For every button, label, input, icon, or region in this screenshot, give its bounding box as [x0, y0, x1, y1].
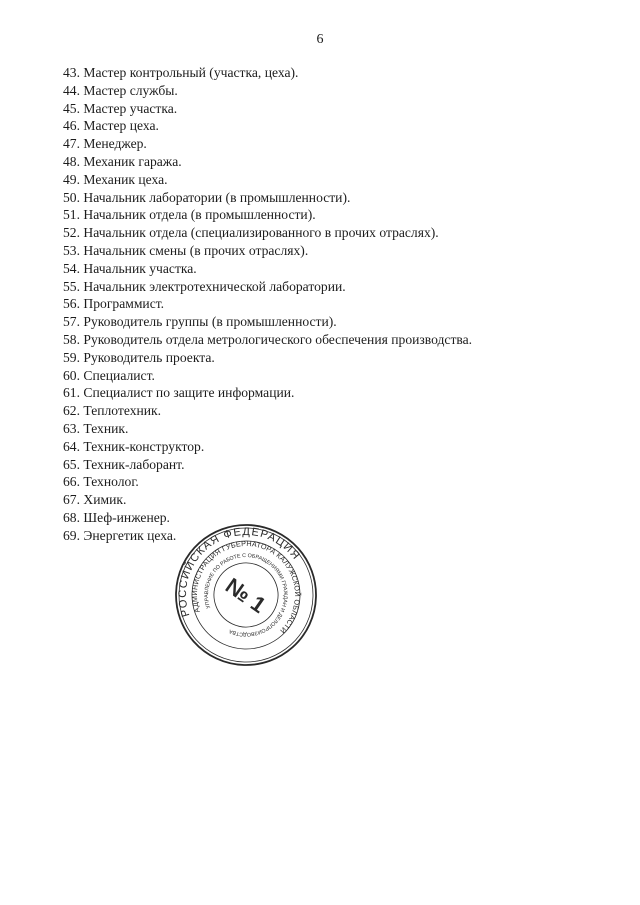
item-text: Техник-конструктор. [83, 438, 205, 454]
list-item [63, 242, 472, 260]
list-item [63, 438, 472, 456]
item-text: Начальник лаборатории (в промышленности). [83, 189, 351, 205]
list-item [63, 420, 472, 438]
item-number: 52. [63, 225, 80, 241]
item-number: 56. [63, 296, 80, 312]
item-number: 55. [63, 278, 80, 294]
item-text: Специалист по защите информации. [83, 385, 295, 401]
item-text: Специалист. [83, 367, 155, 383]
list-item [63, 331, 472, 349]
item-text: Начальник отдела (специализированного в прочих отраслях). [83, 225, 439, 241]
item-number: 68. [63, 509, 80, 525]
item-text: Руководитель группы (в промышленности). [83, 314, 337, 330]
item-text: Начальник электротехнической лаборатории. [83, 278, 346, 294]
list-item [63, 64, 472, 82]
list-item [63, 313, 472, 331]
item-text: Начальник отдела (в промышленности). [83, 207, 316, 223]
seal-outer-text: РОССИЙСКАЯ ФЕДЕРАЦИЯ [176, 525, 303, 619]
item-number: 62. [63, 403, 80, 419]
item-text: Техник-лаборант. [83, 456, 185, 472]
list-item [63, 473, 472, 491]
item-number: 48. [63, 153, 80, 169]
item-text: Мастер службы. [83, 82, 178, 98]
list-item [63, 384, 472, 402]
list-item [63, 82, 472, 100]
item-number: 54. [63, 260, 80, 276]
official-seal [174, 523, 318, 667]
item-text: Теплотехник. [83, 403, 162, 419]
item-text: Программист. [83, 296, 165, 312]
seal-center-number: № 1 [220, 572, 271, 618]
list-item [63, 189, 472, 207]
item-text: Механик цеха. [83, 171, 168, 187]
item-number: 69. [63, 527, 80, 543]
item-text: Мастер контрольный (участка, цеха). [83, 65, 299, 80]
item-text: Технолог. [83, 474, 139, 490]
position-list [63, 64, 472, 545]
item-text: Механик гаража. [83, 153, 182, 169]
list-item [63, 456, 472, 474]
page-number: 6 [316, 32, 324, 47]
item-number: 45. [63, 100, 80, 116]
item-number: 53. [63, 242, 80, 258]
item-number: 60. [63, 367, 80, 383]
item-number: 66. [63, 474, 80, 490]
item-number: 63. [63, 420, 80, 436]
item-number: 61. [63, 385, 80, 401]
list-item [63, 135, 472, 153]
item-text: Техник. [83, 420, 129, 436]
item-number: 43. [63, 65, 80, 80]
item-text: Химик. [83, 492, 127, 508]
list-item [63, 206, 472, 224]
list-item [63, 224, 472, 242]
seal-graphic [174, 523, 318, 667]
list-item [63, 260, 472, 278]
item-text: Начальник участка. [83, 260, 197, 276]
list-item [63, 100, 472, 118]
item-number: 50. [63, 189, 80, 205]
item-number: 59. [63, 349, 80, 365]
item-text: Мастер цеха. [83, 118, 159, 134]
list-item [63, 171, 472, 189]
item-text: Менеджер. [83, 136, 147, 152]
list-item [63, 402, 472, 420]
item-text: Шеф-инженер. [83, 509, 170, 525]
item-text: Руководитель проекта. [83, 349, 215, 365]
item-text: Энергетик цеха. [83, 527, 177, 543]
item-number: 58. [63, 331, 80, 347]
item-number: 49. [63, 171, 80, 187]
item-number: 51. [63, 207, 80, 223]
item-text: Мастер участка. [83, 100, 178, 116]
item-number: 44. [63, 82, 80, 98]
list-item [63, 491, 472, 509]
seal-inner-text: УПРАВЛЕНИЕ ПО РАБОТЕ С ОБРАЩЕНИЯМИ ГРАЖДАН И ДЕЛОПРОИЗВОДСТВА [203, 552, 289, 638]
list-item [63, 295, 472, 313]
list-item [63, 153, 472, 171]
list-item [63, 278, 472, 296]
item-text: Руководитель отдела метрологического обеспечения производства. [83, 331, 473, 347]
item-number: 46. [63, 118, 80, 134]
item-number: 67. [63, 492, 80, 508]
item-text: Начальник смены (в прочих отраслях). [83, 242, 309, 258]
item-number: 64. [63, 438, 80, 454]
list-item [63, 349, 472, 367]
item-number: 47. [63, 136, 80, 152]
seal-middle-text: АДМИНИСТРАЦИЯ ГУБЕРНАТОРА КАЛУЖСКОЙ ОБЛАСТИ [189, 538, 303, 636]
item-number: 57. [63, 314, 80, 330]
list-item [63, 117, 472, 135]
item-number: 65. [63, 456, 80, 472]
list-item [63, 367, 472, 385]
